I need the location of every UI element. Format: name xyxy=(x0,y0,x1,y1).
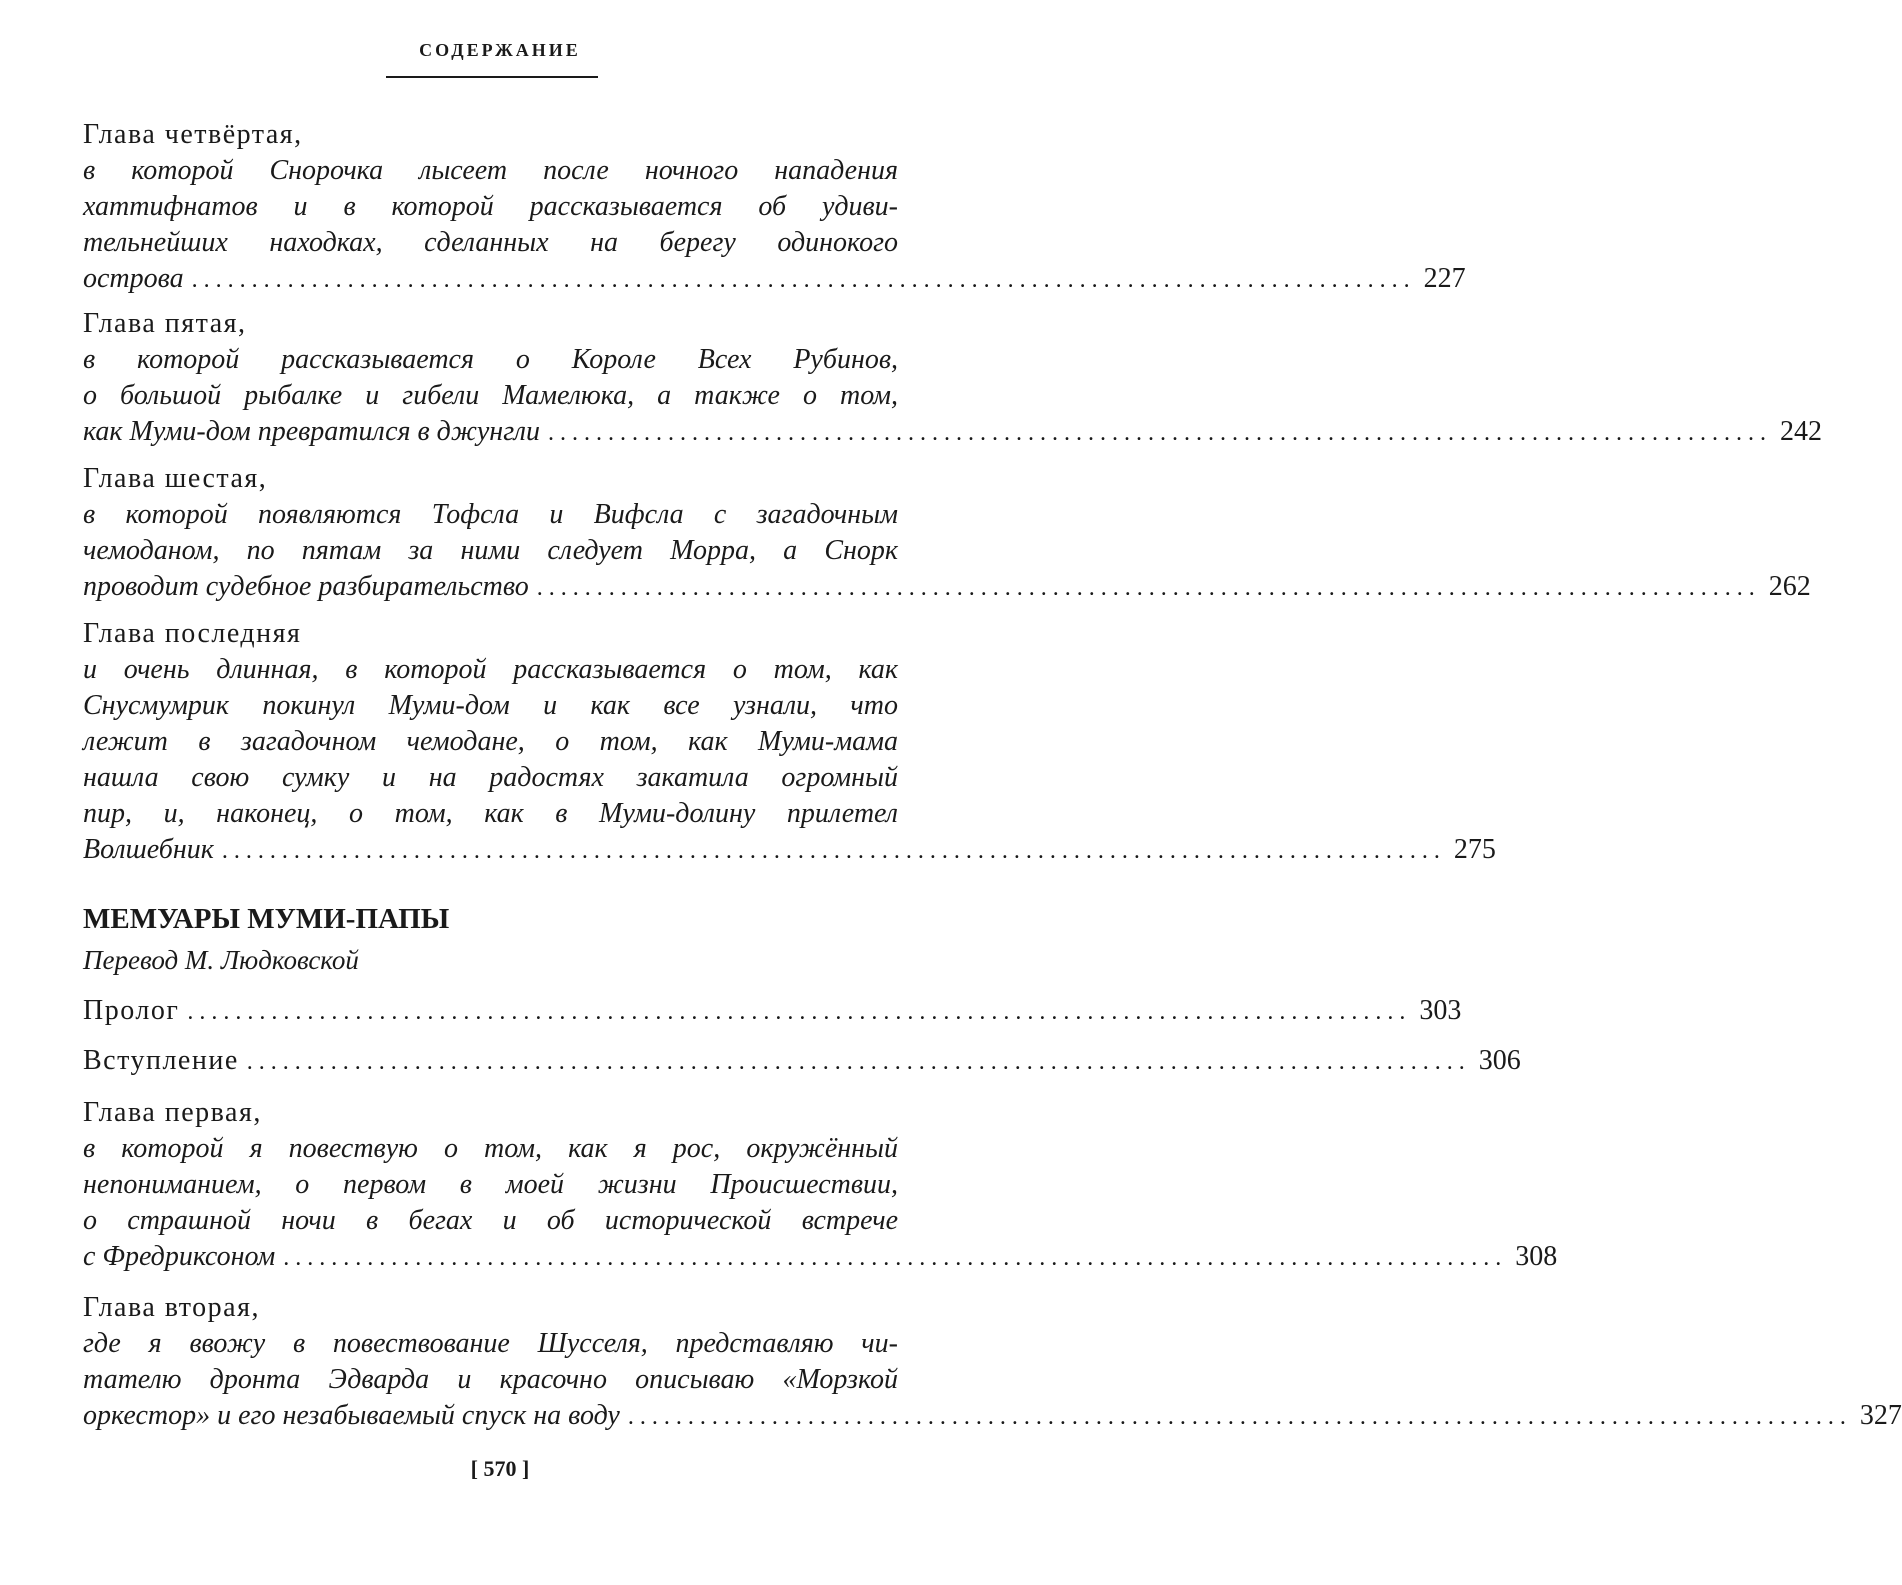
page-number[interactable]: 303 xyxy=(1419,995,1462,1026)
chapter-description: в которой Снорочка лысеет после ночного нападения xyxy=(83,155,898,186)
chapter-description: в которой рассказывается о Короле Всех Рубинов, xyxy=(83,344,898,375)
chapter-description: как Муми-дом превратился в джунгли xyxy=(83,416,540,447)
toc-entry[interactable] xyxy=(83,1290,1902,1434)
section-subtitle: Перевод М. Людковской xyxy=(83,945,359,975)
toc-entry[interactable] xyxy=(83,461,1811,605)
page-number[interactable]: 308 xyxy=(1515,1241,1558,1272)
page-number[interactable]: 275 xyxy=(1453,834,1496,865)
chapter-description: пир, и, наконец, о том, как в Муми-долину прилетел xyxy=(83,798,898,829)
chapter-description: острова xyxy=(83,263,184,294)
chapter-description: тельнейших находках, сделанных на берегу одинокого xyxy=(83,227,898,258)
chapter-description: оркестор» и его незабываемый спуск на воду xyxy=(83,1400,620,1431)
running-head: СОДЕРЖАНИЕ xyxy=(419,40,581,60)
chapter-description: Снусмумрик покинул Муми-дом и как все узнали, что xyxy=(83,690,898,721)
toc-entry[interactable] xyxy=(83,616,1496,868)
dot-leader: ...................................................................................................... xyxy=(283,1245,1508,1271)
dot-leader: ...................................................................................................... xyxy=(191,267,1416,293)
chapter-description: с Фредриксоном xyxy=(83,1241,276,1272)
chapter-label: Пролог xyxy=(83,995,180,1026)
chapter-description: Волшебник xyxy=(83,834,214,865)
leader-line xyxy=(83,261,1466,297)
chapter-description: о страшной ночи в бегах и об исторической встрече xyxy=(83,1205,898,1236)
toc-entry[interactable] xyxy=(83,1095,1558,1275)
chapter-label: Глава последняя xyxy=(83,618,302,649)
chapter-description: лежит в загадочном чемодане, о том, как Муми-мама xyxy=(83,726,898,757)
page-folio: [ 570 ] xyxy=(470,1456,530,1481)
dot-leader: ...................................................................................................... xyxy=(187,999,1412,1025)
section-title: МЕМУАРЫ МУМИ-ПАПЫ xyxy=(83,903,450,935)
chapter-description: хаттифнатов и в которой рассказывается об удиви- xyxy=(83,191,898,222)
chapter-description: в которой появляются Тофсла и Вифсла с загадочным xyxy=(83,499,898,530)
toc-entry[interactable] xyxy=(83,117,1466,297)
page-number[interactable]: 262 xyxy=(1768,571,1811,602)
dot-leader: ...................................................................................................... xyxy=(536,575,1761,601)
dot-leader: ...................................................................................................... xyxy=(627,1404,1852,1430)
chapter-label: Глава четвёртая, xyxy=(83,119,303,150)
toc-entry[interactable] xyxy=(83,306,1822,450)
chapter-description: непониманием, о первом в моей жизни Происшествии, xyxy=(83,1169,898,1200)
toc-entry[interactable] xyxy=(83,1043,1521,1079)
chapter-description: о большой рыбалке и гибели Мамелюка, а также о том, xyxy=(83,380,898,411)
dot-leader: ...................................................................................................... xyxy=(221,838,1446,864)
page-number[interactable]: 242 xyxy=(1779,416,1822,447)
leader-line xyxy=(83,414,1822,450)
chapter-description: в которой я повествую о том, как я рос, окружённый xyxy=(83,1133,898,1164)
chapter-description: где я ввожу в повествование Шусселя, представляю чи- xyxy=(83,1328,898,1359)
leader-line xyxy=(83,569,1811,605)
toc-entry[interactable] xyxy=(83,993,1462,1029)
chapter-description: проводит судебное разбирательство xyxy=(83,571,529,602)
dot-leader: ...................................................................................................... xyxy=(246,1049,1471,1075)
chapter-description: тателю дронта Эдварда и красочно описываю «Морзкой xyxy=(83,1364,898,1395)
page-number[interactable]: 306 xyxy=(1478,1045,1521,1076)
chapter-description: и очень длинная, в которой рассказывается о том, как xyxy=(83,654,898,685)
leader-line xyxy=(83,1239,1558,1275)
leader-line xyxy=(83,1043,1521,1079)
leader-line xyxy=(83,1398,1902,1434)
chapter-label: Глава вторая, xyxy=(83,1292,260,1323)
page-number[interactable]: 327 xyxy=(1859,1400,1902,1431)
chapter-description: нашла свою сумку и на радостях закатила огромный xyxy=(83,762,898,793)
chapter-label: Глава пятая, xyxy=(83,308,247,339)
chapter-label: Глава шестая, xyxy=(83,463,268,494)
header-rule xyxy=(386,76,598,78)
page-number[interactable]: 227 xyxy=(1423,263,1466,294)
chapter-label: Вступление xyxy=(83,1045,239,1076)
dot-leader: ...................................................................................................... xyxy=(547,420,1772,446)
chapter-label: Глава первая, xyxy=(83,1097,262,1128)
leader-line xyxy=(83,832,1496,868)
chapter-description: чемоданом, по пятам за ними следует Морра, а Снорк xyxy=(83,535,898,566)
leader-line xyxy=(83,993,1462,1029)
